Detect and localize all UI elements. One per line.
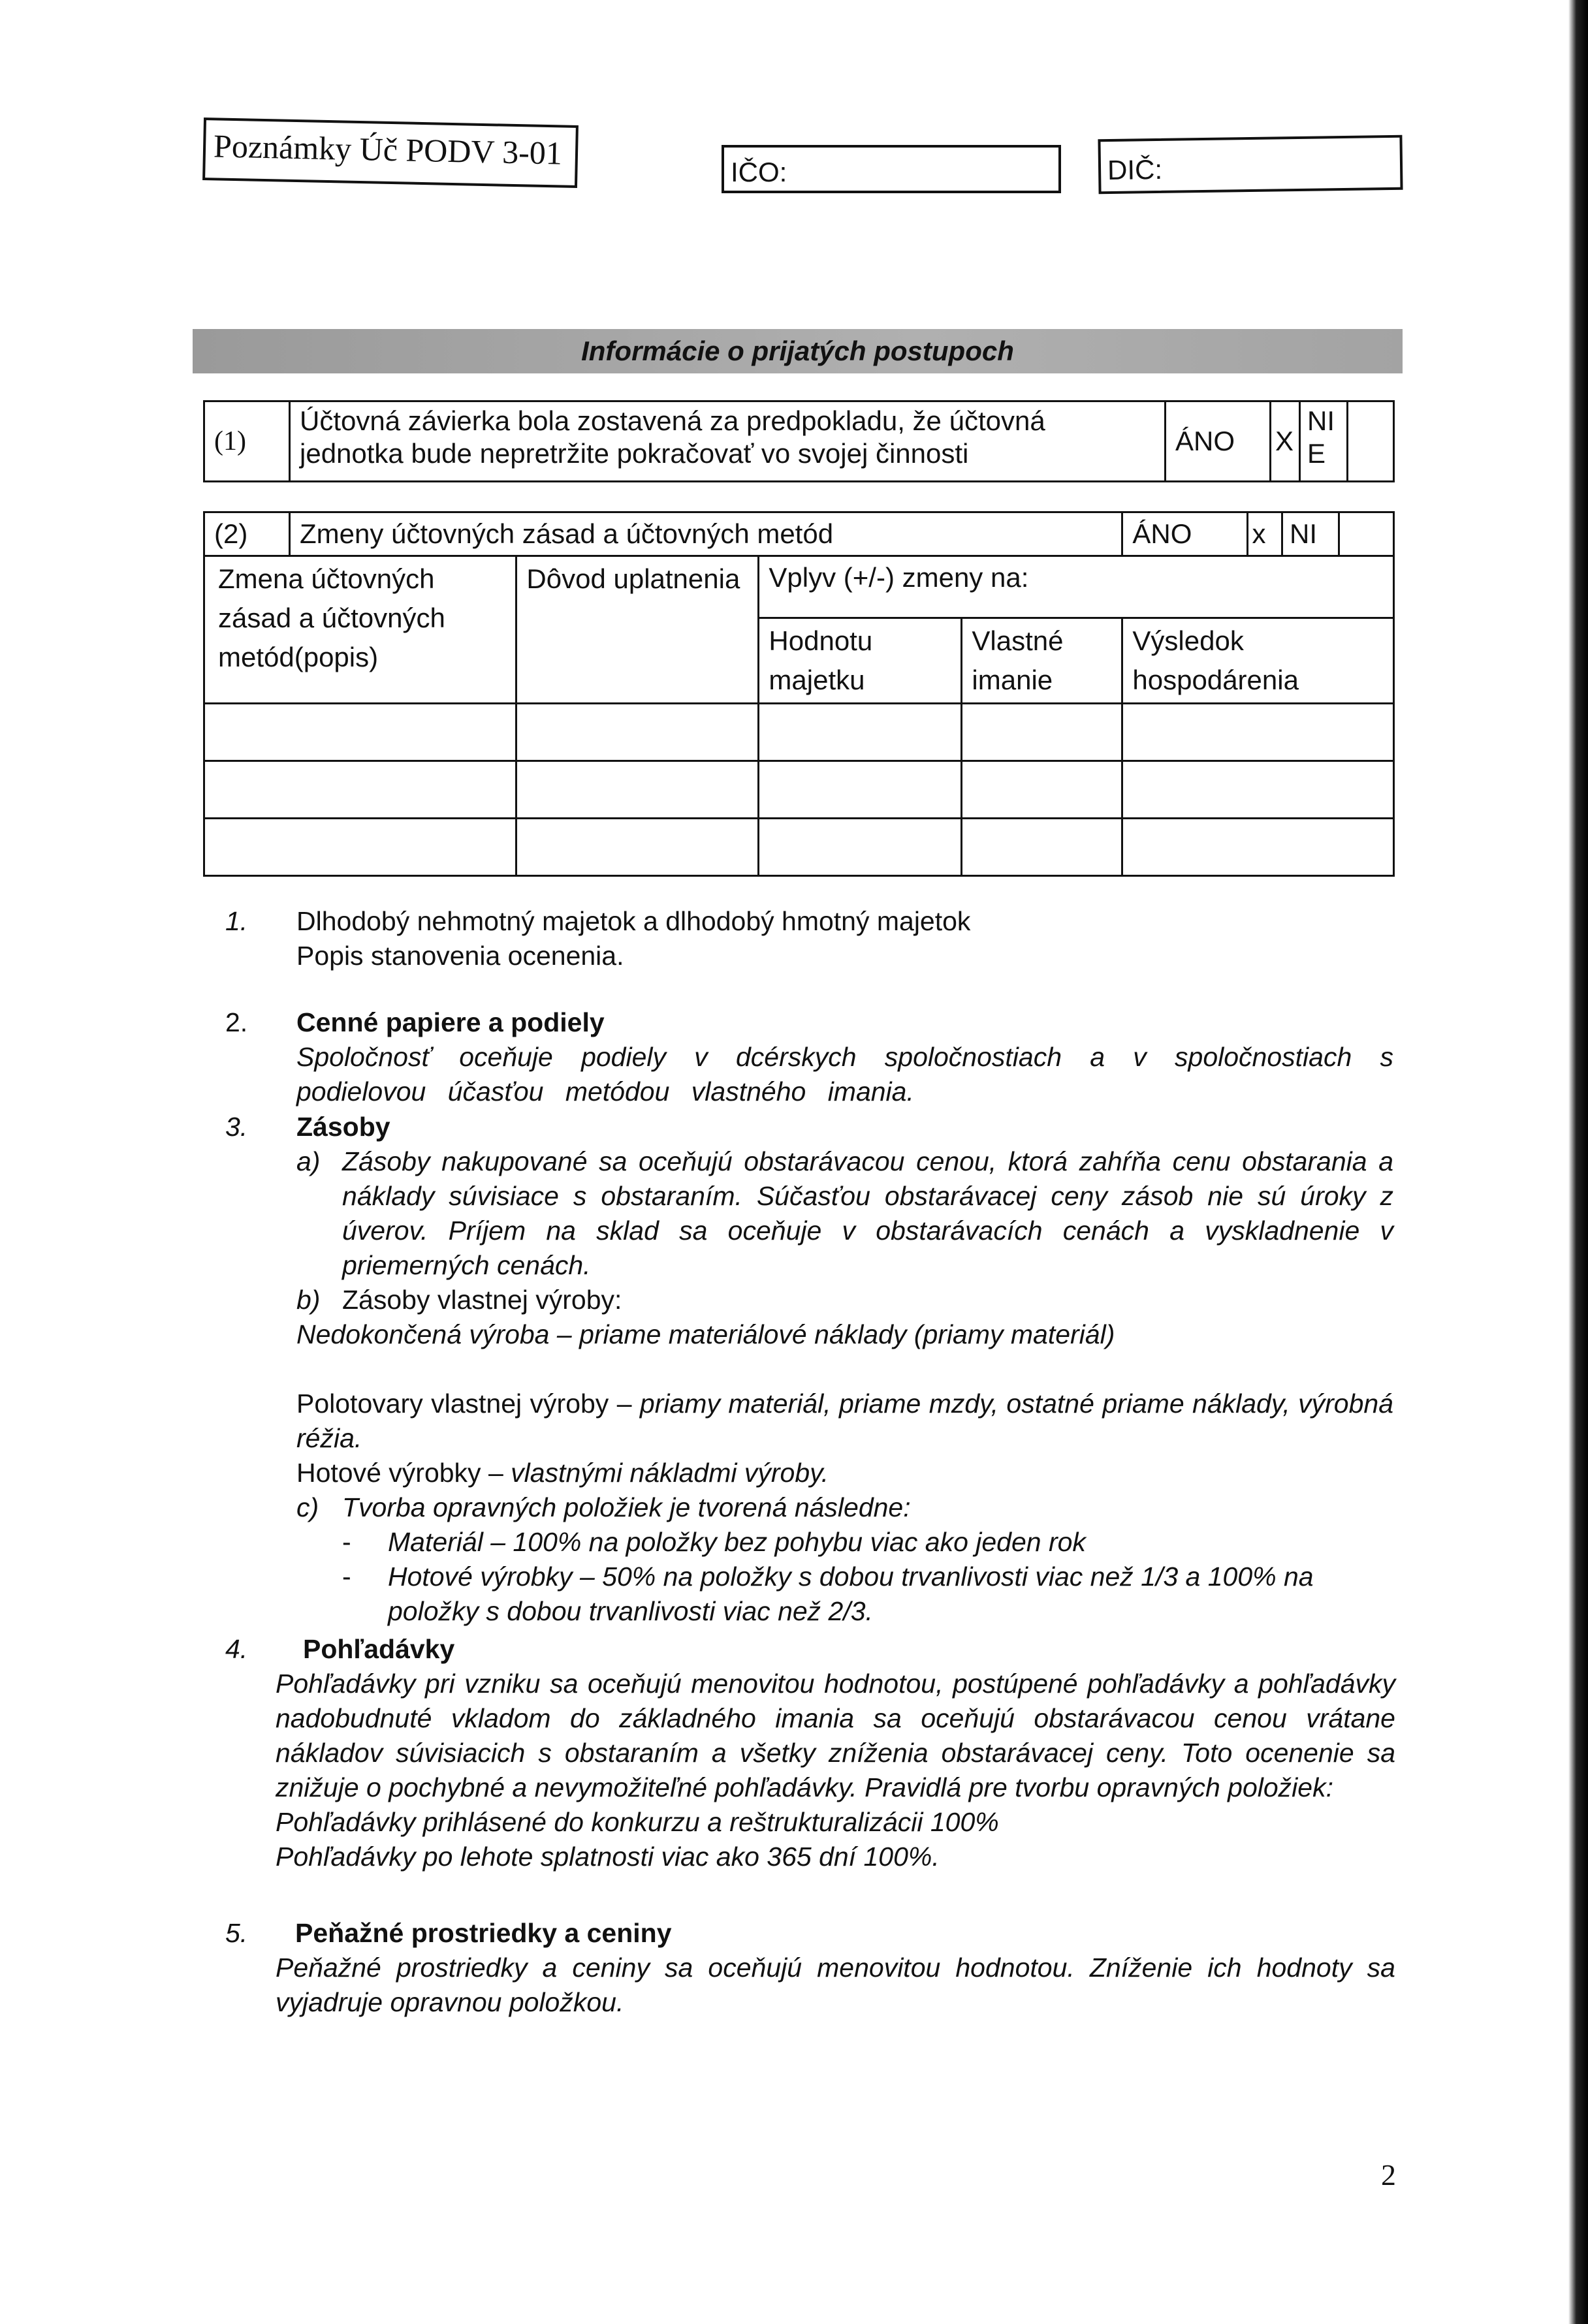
item-4-text: Pohľadávky pri vzniku sa oceňujú menovitou hodnotou, postúpené pohľadávky a pohľadávky nadobudnuté vkladom do základného imania sa oceňujú obstarávacou cenou vrátane nákladov súvisiacich s obstaraním a všetky zníženia obstarávacej ceny. Toto ocenenie sa znižuje o pochybné a nevymožiteľné pohľadávky. Pravidlá pre tvorbu opravných položiek: (276, 1669, 1395, 1802)
ico-label: IČO: (731, 157, 787, 187)
dic-field[interactable] (1098, 135, 1403, 194)
q2-yes-checkbox[interactable]: x (1247, 513, 1282, 555)
item-3b-line1: Nedokončená výroba – priame materiálové náklady (priamy materiál) (296, 1319, 1115, 1349)
cell[interactable] (759, 819, 962, 876)
cell[interactable] (204, 761, 516, 819)
col-assets-header: Hodnotu majetku (759, 618, 962, 704)
cell[interactable] (516, 704, 759, 761)
table-row (204, 761, 1394, 819)
item-3b-label: b) (296, 1285, 321, 1315)
item-1-number: 1. (225, 906, 248, 936)
item-3c-line1: Materiál – 100% na položky bez pohybu viac ako jeden rok (388, 1527, 1086, 1557)
col-result-header: Výsledok hospodárenia (1122, 618, 1394, 704)
form-label: Poznámky Úč PODV 3-01 (213, 127, 563, 172)
cell[interactable] (516, 819, 759, 876)
item-5-title: Peňažné prostriedky a ceniny (295, 1918, 672, 1948)
item-5-number: 5. (225, 1918, 248, 1948)
cell[interactable] (204, 819, 516, 876)
item-3b-text: Zásoby vlastnej výroby: (342, 1285, 622, 1315)
table-row (204, 704, 1394, 761)
q1-text: Účtovná závierka bola zostavená za predpokladu, že účtovná jednotka bude nepretržite pokračovať vo svojej činnosti (290, 401, 1166, 482)
policy-changes-table (203, 511, 1395, 877)
cell[interactable] (759, 761, 962, 819)
item-4 (276, 1632, 1395, 1874)
item-4-line2: Pohľadávky po lehote splatnosti viac ako 365 dní 100%. (276, 1842, 940, 1872)
item-3b-line3-lead: Hotové výrobky – (296, 1458, 511, 1488)
cell[interactable] (516, 761, 759, 819)
q1-no-label: NIE (1300, 401, 1348, 482)
going-concern-table (203, 400, 1395, 482)
cell[interactable] (962, 761, 1122, 819)
cell[interactable] (1122, 819, 1394, 876)
item-3-number: 3. (225, 1112, 248, 1142)
q2-text: Zmeny účtovných zásad a účtovných metód (290, 512, 1122, 556)
cell[interactable] (204, 704, 516, 761)
q2-yes-label: ÁNO (1123, 513, 1247, 555)
item-2-number: 2. (225, 1007, 248, 1037)
col-reason-header: Dôvod uplatnenia (516, 556, 759, 704)
q1-yes-checkbox[interactable]: X (1271, 401, 1300, 482)
section-title: Informácie o prijatých postupoch (193, 329, 1403, 373)
q2-no-label: NI (1282, 513, 1339, 555)
item-1 (296, 904, 1400, 973)
item-2-text: Spoločnosť oceňuje podiely v dcérskych spoločnostiach a v spoločnostiach s podielovou účasťou metódou vlastného imania. (296, 1042, 1393, 1107)
cell[interactable] (962, 704, 1122, 761)
item-3 (296, 1110, 1393, 1629)
item-3a-text: Zásoby nakupované sa oceňujú obstarávacou cenou, ktorá zahŕňa cenu obstarania a náklady súvisiace s obstaraním. Súčasťou obstarávacej ceny zásob nie sú úroky z úverov. Príjem na sklad sa oceňuje v obstarávacích cenách a vyskladnenie v priemerných cenách. (342, 1146, 1393, 1280)
dash-bullet: - (342, 1527, 351, 1557)
form-label-box (202, 118, 579, 188)
item-3b-line2-lead: Polotovary vlastnej výroby – (296, 1389, 640, 1419)
ico-field[interactable] (722, 145, 1061, 193)
item-3-title: Zásoby (296, 1112, 390, 1142)
dash-bullet: - (342, 1562, 351, 1592)
item-4-title: Pohľadávky (303, 1634, 455, 1664)
page-number: 2 (1381, 2158, 1396, 2191)
item-5-text: Peňažné prostriedky a ceniny sa oceňujú menovitou hodnotou. Zníženie ich hodnoty sa vyjadruje opravnou položkou. (276, 1953, 1395, 2017)
q1-number: (1) (204, 401, 290, 482)
dic-label: DIČ: (1107, 153, 1163, 186)
item-1-text: Popis stanovenia ocenenia. (296, 941, 624, 971)
q1-yes-label: ÁNO (1166, 401, 1271, 482)
scan-edge-shadow (1568, 0, 1588, 2324)
item-4-number: 4. (225, 1634, 248, 1664)
item-3a-label: a) (296, 1146, 321, 1176)
q1-no-checkbox[interactable] (1348, 401, 1394, 482)
table-row (204, 819, 1394, 876)
cell[interactable] (759, 704, 962, 761)
item-1-title: Dlhodobý nehmotný majetok a dlhodobý hmotný majetok (296, 906, 971, 936)
item-3c-text: Tvorba opravných položiek je tvorená následne: (342, 1492, 911, 1522)
item-3b-line2-text: priamy materiál, priame mzdy, ostatné priame náklady, výrobná réžia. (296, 1389, 1393, 1453)
item-3c-line2: Hotové výrobky – 50% na položky s dobou trvanlivosti viac než 1/3 a 100% na položky s dobou trvanlivosti viac než 2/3. (388, 1562, 1314, 1626)
cell[interactable] (962, 819, 1122, 876)
item-3c-label: c) (296, 1492, 319, 1522)
item-3b-line3-text: vlastnými nákladmi výroby. (511, 1458, 829, 1488)
item-2 (296, 1005, 1393, 1109)
item-4-line1: Pohľadávky prihlásené do konkurzu a reštrukturalizácii 100% (276, 1807, 999, 1837)
item-2-title: Cenné papiere a podiely (296, 1007, 605, 1037)
q2-no-checkbox[interactable] (1339, 513, 1393, 555)
q2-number: (2) (204, 512, 290, 556)
cell[interactable] (1122, 704, 1394, 761)
col-impact-header: Vplyv (+/-) zmeny na: (759, 556, 1394, 618)
cell[interactable] (1122, 761, 1394, 819)
item-5 (276, 1916, 1395, 2020)
col-equity-header: Vlastné imanie (962, 618, 1122, 704)
col-change-header: Zmena účtovných zásad a účtovných metód(popis) (204, 556, 516, 704)
